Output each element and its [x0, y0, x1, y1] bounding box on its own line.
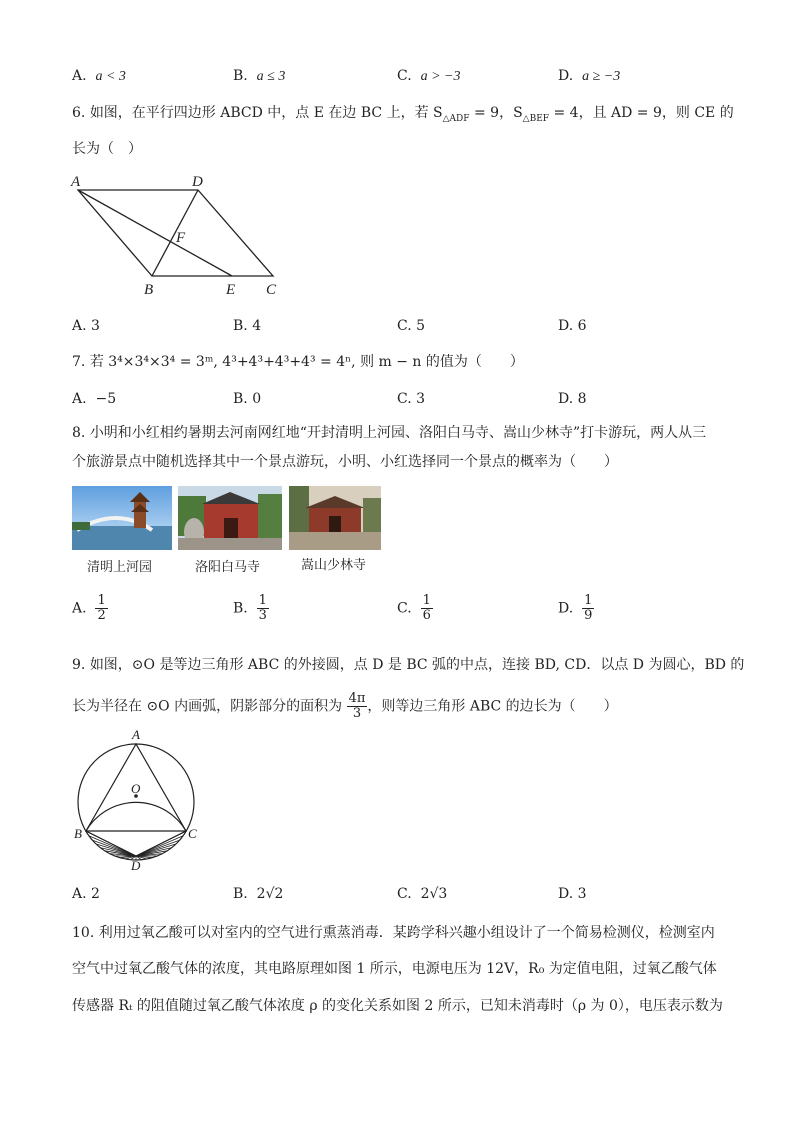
q8-stem-line2: 个旅游景点中随机选择其中一个景点游玩，小明、小红选择同一个景点的概率为（ ）: [72, 454, 618, 470]
q6-option-b: B. 4: [233, 318, 262, 334]
q5-option-a: A. a < 3: [72, 68, 126, 84]
q6-option-d: D. 6: [558, 318, 587, 334]
label-c: C: [188, 826, 197, 841]
label-o: O: [131, 781, 141, 796]
q10-line3: 传感器 Rₜ 的阻值随过氧乙酸气体浓度 ρ 的变化关系如图 2 所示，已知未消毒时（ρ 为 0），电压表示数为: [72, 998, 723, 1014]
caption-qingming: 清明上河园: [87, 560, 153, 575]
label-b: B: [144, 282, 154, 298]
q7-option-d: D. 8: [558, 391, 587, 407]
q5-option-b: B. a ≤ 3: [233, 68, 286, 84]
photo-qingming-garden: [72, 486, 172, 550]
hatch-line: [136, 831, 186, 856]
label-d: D: [192, 174, 203, 190]
q9-option-a: A. 2: [72, 886, 100, 902]
hatch-line: [89, 836, 136, 856]
q9-option-b: B. 2√2: [233, 886, 284, 902]
q8-option-c: C. $\frac{1}{6}$: [397, 593, 431, 623]
label-b: B: [74, 826, 82, 841]
q8-option-b: B. $\frac{1}{3}$: [233, 593, 267, 623]
arc-bc: [86, 802, 186, 831]
hatch-line: [86, 831, 136, 856]
q8-option-a: A. $\frac{1}{2}$: [72, 593, 106, 623]
q8-option-d: D. $\frac{1}{9}$: [558, 593, 593, 623]
caption-shaolin: 嵩山少林寺: [301, 558, 367, 573]
label-a: A: [71, 174, 81, 190]
label-d: D: [131, 858, 141, 873]
q6-parallelogram-figure: [68, 170, 288, 300]
label-f: F: [176, 230, 186, 246]
q7-option-a: A. −5: [72, 391, 117, 407]
label-a: A: [132, 727, 140, 742]
q9-option-c: C. 2√3: [397, 886, 448, 902]
q10-line1: 10. 利用过氧乙酸可以对室内的空气进行熏蒸消毒．某跨学科兴趣小组设计了一个简易检测仪，检测室内: [72, 925, 715, 941]
q9-stem-line1: 9. 如图，⊙O 是等边三角形 ABC 的外接圆，点 D 是 BC 弧的中点，连接 BD, CD．以点 D 为圆心，BD 的: [72, 657, 745, 673]
q7-stem: 7. 若 3⁴×3⁴×3⁴ = 3ᵐ, 4³+4³+4³+4³ = 4ⁿ, 则 m − n 的值为（ ）: [72, 354, 524, 370]
q7-option-c: C. 3: [397, 391, 426, 407]
q9-stem-line2: 长为半径在 ⊙O 内画弧，阴影部分的面积为 $\frac{4\pi}{3}$ ，则等边三角形 ABC 的边长为（ ）: [72, 691, 618, 721]
q7-option-b: B. 0: [233, 391, 262, 407]
shaded-region: [86, 831, 186, 860]
label-e: E: [226, 282, 236, 298]
q5-option-d: D. a ≥ −3: [558, 68, 621, 84]
label-c: C: [266, 282, 277, 298]
q5-option-c: C. a > −3: [397, 68, 461, 84]
q6-stem-line2: 长为（ ）: [72, 141, 142, 157]
photo-white-horse-temple: [178, 486, 282, 550]
q6-stem-line1: 6. 如图，在平行四边形 ABCD 中，点 E 在边 BC 上，若 $S_{\triangle ADF} = 9$，$S_{\triangle BEF} = 4$，且 AD = 9，则 CE 的: [72, 105, 734, 124]
q6-option-a: A. 3: [72, 318, 100, 334]
q10-line2: 空气中过氧乙酸气体的浓度，其电路原理如图 1 所示，电源电压为 12V，R₀ 为定值电阻，过氧乙酸气体: [72, 961, 717, 977]
q9-option-d: D. 3: [558, 886, 587, 902]
photo-shaolin-temple: [289, 486, 381, 550]
hatch-line: [136, 836, 183, 856]
segment-bd: [152, 190, 198, 276]
caption-baima: 洛阳白马寺: [195, 560, 261, 575]
q8-stem-line1: 8. 小明和小红相约暑期去河南网红地“开封清明上河园、洛阳白马寺、嵩山少林寺”打卡游玩，两人从三: [72, 425, 707, 441]
q6-option-c: C. 5: [397, 318, 426, 334]
q9-circle-figure: [70, 726, 210, 876]
